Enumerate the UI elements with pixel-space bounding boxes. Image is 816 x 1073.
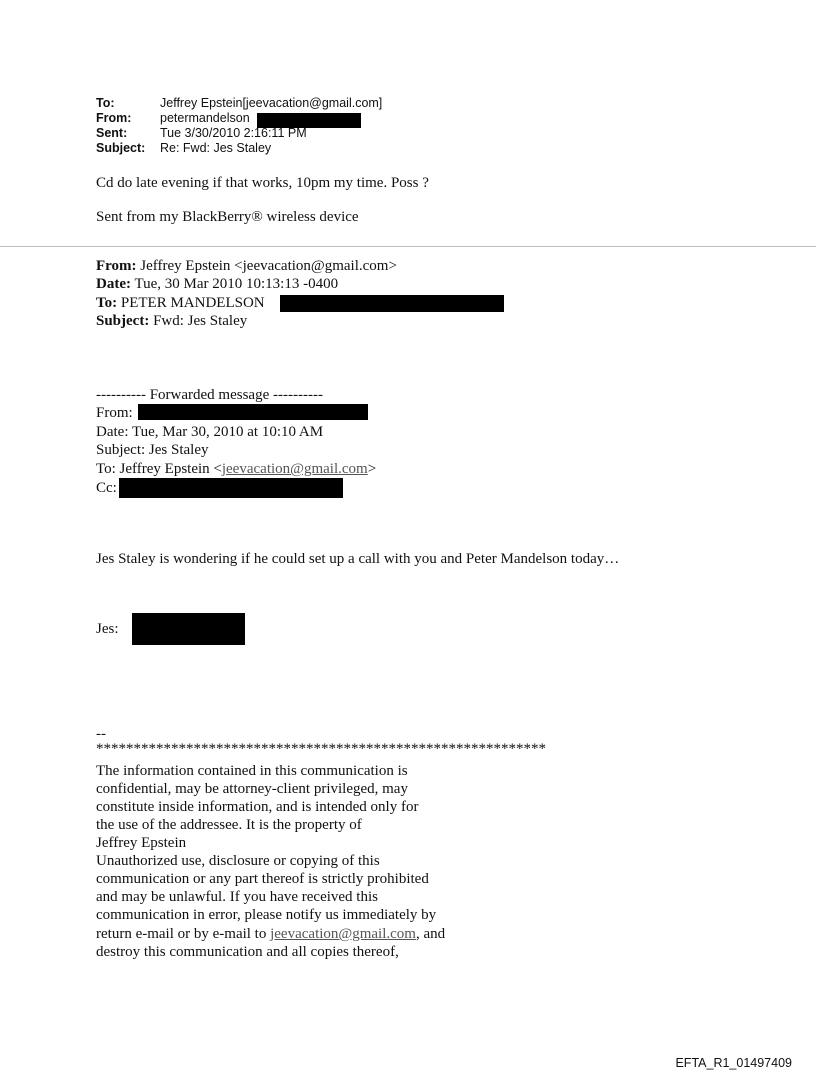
quoted-subject-value: Fwd: Jes Staley [149, 313, 248, 329]
disclaimer-line: communication in error, please notify us immediately by [96, 907, 437, 923]
forwarded-to-line [96, 460, 376, 478]
quoted-to-label: To: [96, 295, 118, 311]
header-sent-value: Tue 3/30/2010 2:16:11 PM [160, 126, 307, 140]
forwarded-separator: ---------- Forwarded message ---------- [96, 387, 323, 403]
header-subject-label: Subject: [96, 141, 146, 155]
header-to-value: Jeffrey Epstein[jeevacation@gmail.com] [160, 96, 383, 110]
reply-signature: Sent from my BlackBerry® wireless device [96, 209, 359, 225]
disclaimer-line: confidential, may be attorney-client privileged, may [96, 781, 408, 797]
quoted-date-label: Date: [96, 276, 131, 292]
forwarded-date-line: Date: Tue, Mar 30, 2010 at 10:10 AM [96, 424, 324, 440]
quoted-to-value: PETER MANDELSON [117, 295, 265, 311]
disclaimer-dashes: -- [96, 726, 106, 742]
disclaimer-line: communication or any part thereof is strictly prohibited [96, 871, 429, 887]
document-id: EFTA_R1_01497409 [675, 1056, 792, 1070]
quoted-from-label: From: [96, 258, 137, 274]
disclaimer-line: Jeffrey Epstein [96, 835, 187, 851]
disclaimer-return-suffix: , and [415, 926, 446, 942]
disclaimer-return-prefix: return e-mail or by e-mail to [96, 926, 271, 942]
disclaimer-email-link[interactable]: jeevacation@gmail.com [270, 926, 416, 942]
header-to-label: To: [96, 96, 115, 110]
forwarded-subject-line: Subject: Jes Staley [96, 442, 209, 458]
redaction-box [119, 478, 343, 498]
redaction-box [280, 295, 504, 312]
disclaimer-line: constitute inside information, and is intended only for [96, 799, 419, 815]
disclaimer-line: Unauthorized use, disclosure or copying of this [96, 853, 380, 869]
quoted-from-line [96, 257, 397, 275]
quoted-to-line [96, 294, 265, 312]
header-subject-value: Re: Fwd: Jes Staley [160, 141, 272, 155]
forwarded-to-prefix: To: Jeffrey Epstein < [96, 461, 222, 477]
disclaimer-last-line: destroy this communication and all copies thereof, [96, 944, 399, 960]
disclaimer-line: The information contained in this communication is [96, 763, 408, 779]
disclaimer-line: the use of the addressee. It is the property of [96, 817, 362, 833]
divider [0, 246, 816, 247]
redaction-box [132, 613, 245, 645]
redaction-box [138, 404, 368, 420]
disclaimer-stars: ************************************************************ [96, 741, 546, 757]
quoted-from-value: Jeffrey Epstein <jeevacation@gmail.com> [136, 258, 397, 274]
forwarded-cc-line: Cc: [96, 480, 117, 496]
forwarded-to-email-link[interactable]: jeevacation@gmail.com [221, 461, 368, 477]
quoted-date-line [96, 275, 338, 293]
quoted-date-value: Tue, 30 Mar 2010 10:13:13 -0400 [130, 276, 339, 292]
message-body: Jes Staley is wondering if he could set up a call with you and Peter Mandelson today… [96, 551, 620, 567]
disclaimer-return-line [96, 925, 445, 943]
jes-label: Jes: [96, 621, 119, 637]
forwarded-from-line: From: [96, 405, 133, 421]
header-from-label: From: [96, 111, 132, 125]
quoted-subject-line [96, 312, 247, 330]
header-sent-label: Sent: [96, 126, 128, 140]
forwarded-to-suffix: > [367, 461, 377, 477]
disclaimer-line: and may be unlawful. If you have received this [96, 889, 378, 905]
reply-body: Cd do late evening if that works, 10pm my time. Poss ? [96, 175, 429, 191]
quoted-subject-label: Subject: [96, 313, 150, 329]
header-from-value: petermandelson [160, 111, 250, 125]
